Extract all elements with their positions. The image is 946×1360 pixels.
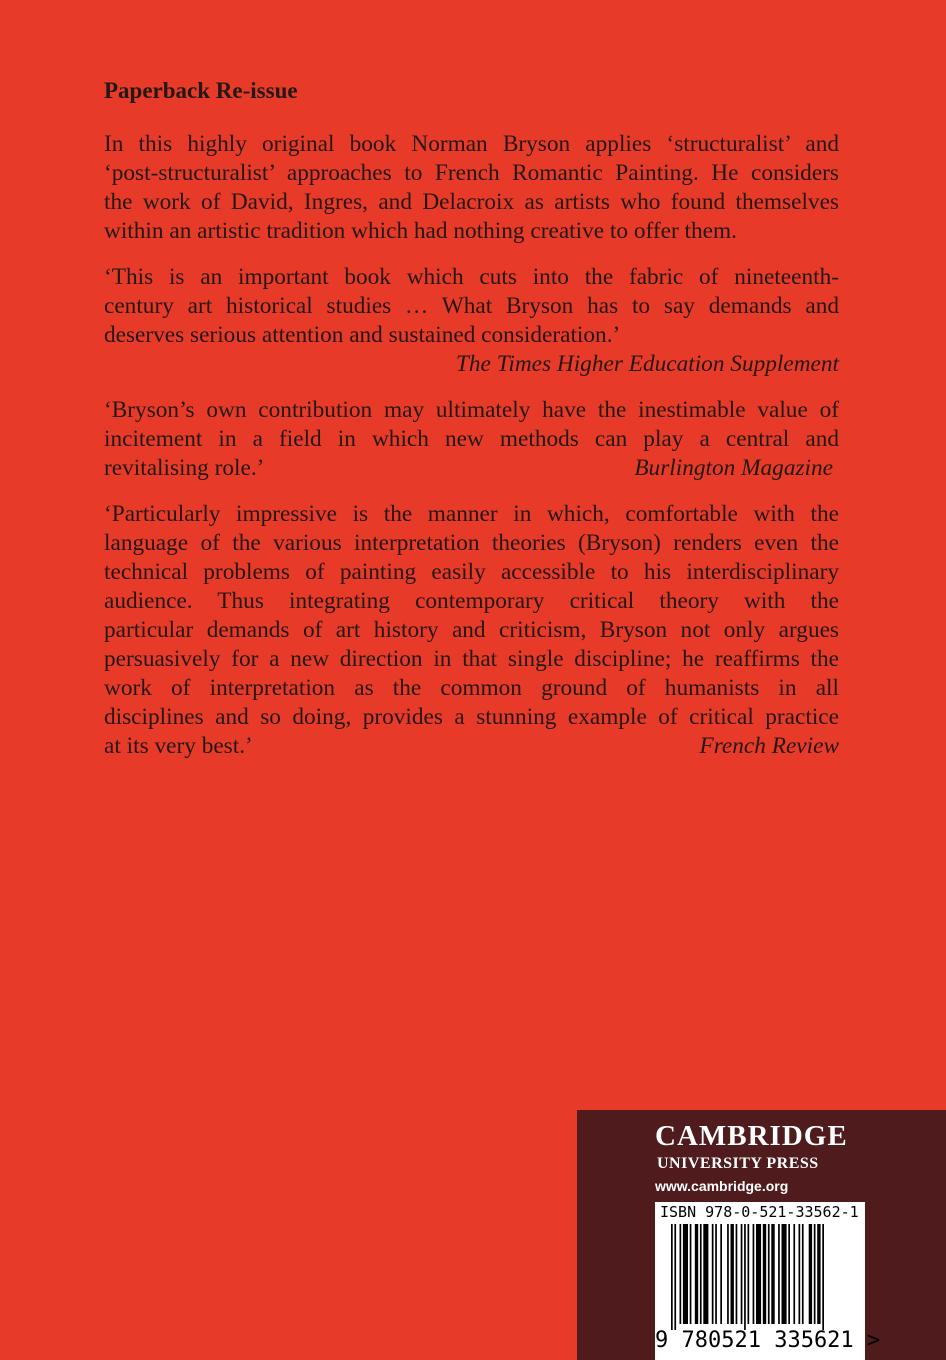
publisher-logo: CAMBRIDGE [655,1120,848,1152]
quote-line: century art historical studies … What Bryson has to say demands and [104,293,839,319]
quote-line: particular demands of art history and criticism, Bryson not only argues [104,617,839,643]
isbn-label: ISBN 978-0-521-33562-1 [660,1203,859,1221]
quote-line: language of the various interpretation theories (Bryson) renders even the [104,530,839,556]
quote-line: at its very best.’ [104,733,253,759]
quote-line: ‘Particularly impressive is the manner in which, comfortable with the [104,501,839,527]
publisher-subtitle: UNIVERSITY PRESS [657,1155,819,1172]
quote-line: persuasively for a new direction in that single discipline; he reaffirms the [104,646,839,672]
review-quote-2 [104,396,839,483]
blurb-intro [104,130,839,246]
publisher-url: www.cambridge.org [655,1178,789,1194]
barcode-icon [655,1202,865,1330]
quote-line: disciplines and so doing, provides a stunning example of critical practice [104,704,839,730]
quote-line: deserves serious attention and sustained consideration.’ [104,322,621,348]
quote-line: work of interpretation as the common ground of humanists in all [104,675,839,701]
barcode-digits: 9 780521 335621 > [655,1328,881,1353]
quote-line: audience. Thus integrating contemporary critical theory with the [104,588,839,614]
blurb-line: ‘post-structuralist’ approaches to French Romantic Painting. He considers [104,160,839,186]
publisher-panel [577,1110,946,1360]
blurb-line: the work of David, Ingres, and Delacroix as artists who found themselves [104,189,839,215]
quote-source: French Review [699,733,839,759]
quote-line: incitement in a field in which new methods can play a central and [104,426,839,452]
review-quote-3 [104,500,839,761]
isbn-barcode [655,1202,881,1360]
blurb-line: In this highly original book Norman Bryson applies ‘structuralist’ and [104,131,839,157]
quote-line: ‘This is an important book which cuts into the fabric of nineteenth- [104,264,839,290]
back-cover-text [104,76,839,778]
quote-line: ‘Bryson’s own contribution may ultimately have the inestimable value of [104,397,839,423]
blurb-line: within an artistic tradition which had nothing creative to offer them. [104,218,737,244]
edition-heading: Paperback Re-issue [104,78,298,103]
quote-line: revitalising role.’ [104,455,265,481]
quote-source: Burlington Magazine [634,455,833,481]
quote-source: The Times Higher Education Supplement [455,351,839,377]
quote-line: technical problems of painting easily accessible to his interdisciplinary [104,559,839,585]
review-quote-1 [104,263,839,379]
